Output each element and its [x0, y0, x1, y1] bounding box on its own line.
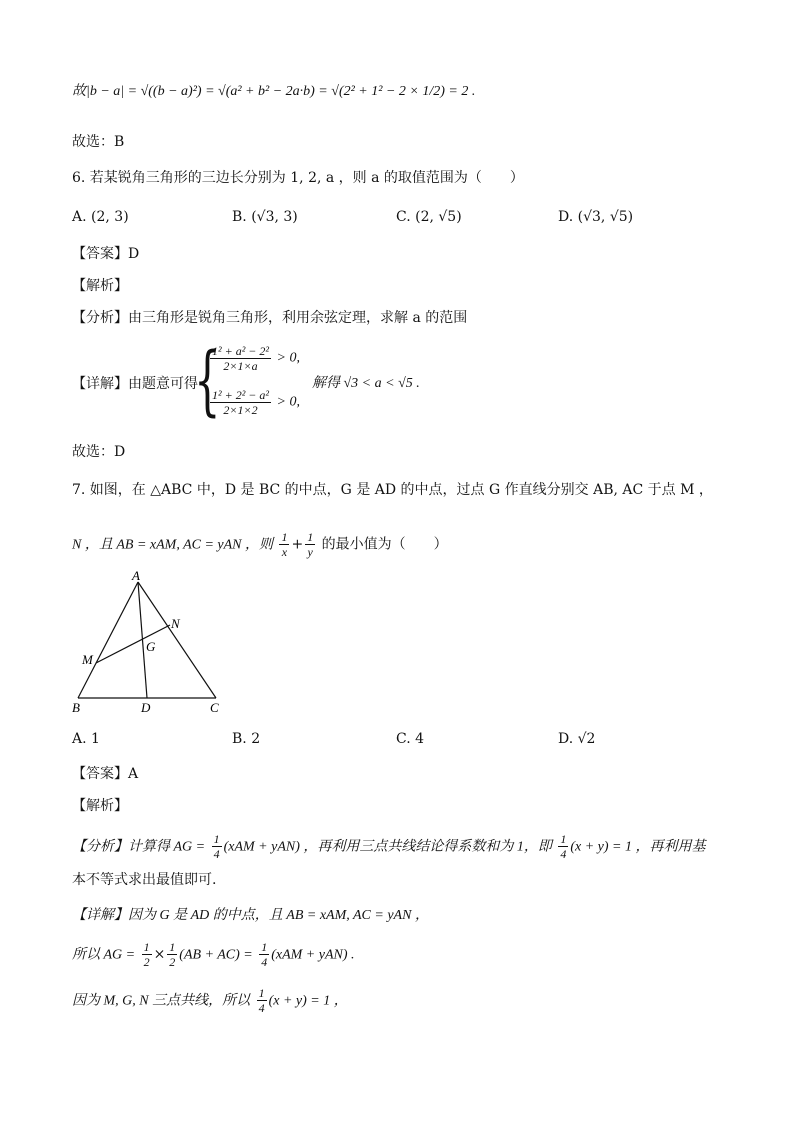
top-formula: 故|b − a| = √((b − a)²) = √(a² + b² − 2a·b) = √(2² + 1² − 2 × 1/2) = 2 . — [72, 84, 476, 99]
q7-option-c: C. 4 — [396, 731, 425, 747]
question-7-line-2: N ，且 AB = xAM, AC = yAN ，则 $\frac{1}{x}$ + $\frac{1}{y}$ 的最小值为（ ） — [72, 530, 448, 559]
q7-jiexi: 【解析】 — [72, 798, 128, 814]
q7-analysis-line-1: 【分析】计算得 AG = $\frac{1}{4}$ (xAM + yAN) ，再利用三点共线结论得系数和为 1，即 $\frac{1}{4}$ (x + y) = 1 ，再利用基 — [72, 832, 706, 861]
label-n: N — [171, 616, 180, 631]
q6-answer: 【答案】D — [72, 246, 140, 262]
question-6: 6. 若某锐角三角形的三边长分别为 1, 2, a ，则 a 的取值范围为（ ） — [72, 170, 524, 186]
q7-detail-2: 所以 AG = $\frac{1}{2}$ × $\frac{1}{2}$ (AB + AC) = $\frac{1}{4}$ (xAM + yAN) . — [72, 940, 355, 969]
q7-option-b: B. 2 — [232, 731, 261, 747]
triangle-figure — [66, 570, 236, 716]
line-mn — [96, 625, 170, 663]
q7-option-a: A. 1 — [72, 731, 100, 747]
label-m: M — [82, 652, 93, 667]
question-7-line-1: 7. 如图，在 △ABC 中，D 是 BC 的中点，G 是 AD 的中点，过点 G 作直线分别交 AB, AC 于点 M ， — [72, 482, 713, 498]
system-row-2: $\frac{\text{1² + 2² − a²}}{2\times 1\times 2}$ > 0, — [212, 388, 300, 417]
q6-option-a: A. (2, 3) — [72, 209, 129, 225]
q7-detail-1: 【详解】因为 G 是 AD 的中点，且 AB = xAM, AC = yAN ， — [72, 908, 429, 923]
label-b: B — [72, 700, 80, 715]
q6-choose: 故选：D — [72, 444, 126, 460]
system-brace: { — [194, 335, 221, 424]
q6-detail-result: 解得 √3 < a < √5 . — [312, 376, 420, 391]
q6-option-b: B. (√3, 3) — [232, 209, 298, 225]
q7-answer: 【答案】A — [72, 766, 139, 782]
label-a: A — [132, 570, 140, 583]
q6-option-c: C. (2, √5) — [396, 209, 462, 225]
q7-option-d: D. √2 — [558, 731, 596, 747]
q7-analysis-line-2: 本不等式求出最值即可. — [72, 872, 217, 888]
choose-b: 故选：B — [72, 134, 125, 150]
q6-analysis: 【分析】由三角形是锐角三角形，利用余弦定理，求解 a 的范围 — [72, 310, 468, 326]
system-row-1: $\frac{\text{1² + a² − 2²}}{2\times 1\times a}$ > 0, — [212, 344, 300, 373]
q6-detail-label: 【详解】由题意可得 — [72, 376, 198, 392]
label-d: D — [141, 700, 151, 715]
q6-option-d: D. (√3, √5) — [558, 209, 634, 225]
label-g: G — [146, 639, 156, 654]
q7-detail-3: 因为 M, G, N 三点共线，所以 $\frac{1}{4}$ (x + y) = 1 ， — [72, 986, 348, 1015]
q6-jiexi: 【解析】 — [72, 278, 128, 294]
side-ab — [78, 582, 138, 698]
label-c: C — [210, 700, 219, 715]
